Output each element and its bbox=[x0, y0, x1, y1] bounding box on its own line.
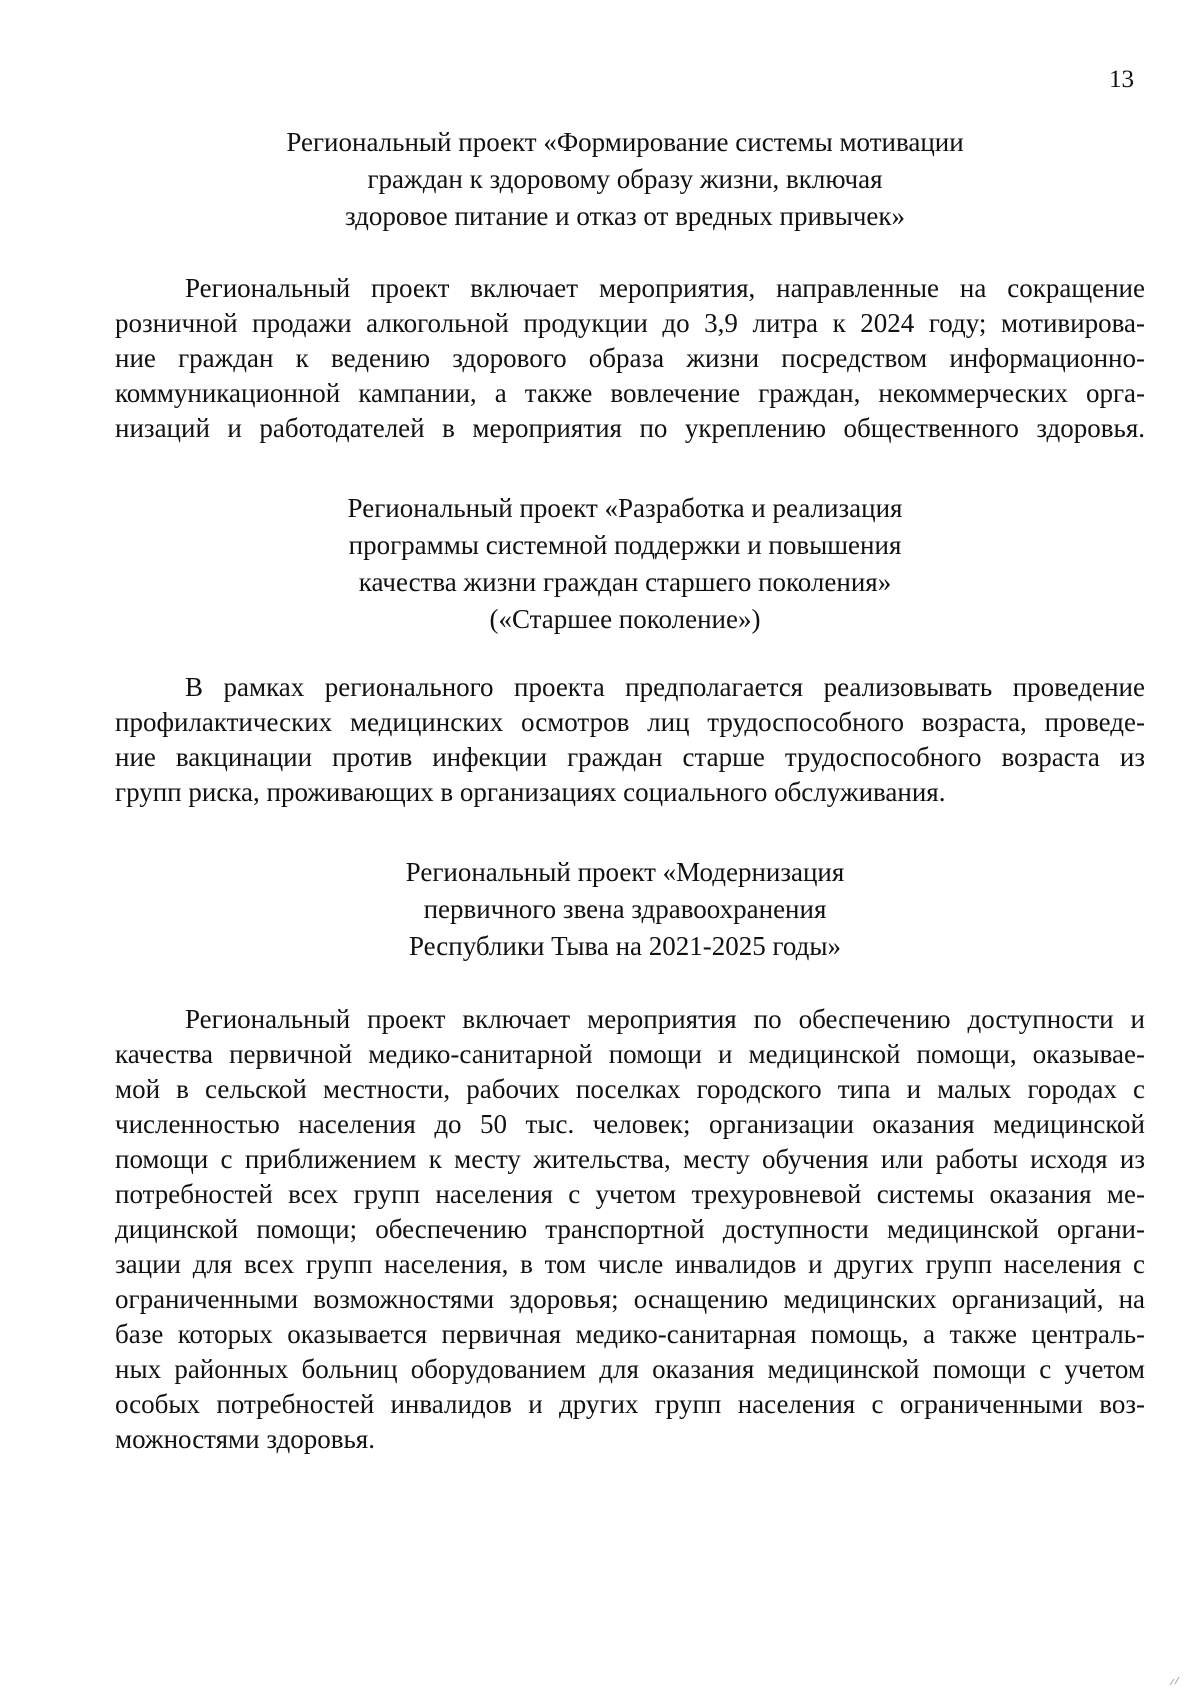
section-paragraph-primary-care bbox=[115, 1002, 1145, 1457]
heading-line: качества жизни граждан старшего поколения» bbox=[358, 567, 892, 597]
heading-line: Региональный проект «Формирование системы мотивации bbox=[286, 127, 964, 157]
heading-line: («Старшее поколение») bbox=[489, 604, 761, 634]
heading-line: граждан к здоровому образу жизни, включая bbox=[367, 164, 883, 194]
scan-artifact-mark bbox=[1168, 1675, 1182, 1687]
heading-line: Региональный проект «Разработка и реализация bbox=[347, 493, 903, 523]
paragraph-line: розничной продажи алкогольной продукции до 3,9 литра к 2024 году; мотивирова- bbox=[115, 308, 1145, 338]
paragraph-line: В рамках регионального проекта предполагается реализовывать проведение bbox=[185, 672, 1145, 702]
paragraph-line: качества первичной медико-санитарной помощи и медицинской помощи, оказывае- bbox=[115, 1039, 1145, 1069]
paragraph-line: профилактических медицинских осмотров лиц трудоспособного возраста, проведе- bbox=[115, 707, 1145, 737]
paragraph-line: базе которых оказывается первичная медико-санитарная помощь, а также централь- bbox=[115, 1319, 1145, 1349]
paragraph-line: зации для всех групп населения, в том числе инвалидов и других групп населения с bbox=[115, 1249, 1145, 1279]
section-heading-older-generation bbox=[110, 490, 1140, 638]
paragraph-line: можностями здоровья. bbox=[115, 1424, 375, 1454]
section-paragraph-older-generation bbox=[115, 670, 1145, 810]
paragraph-line: коммуникационной кампании, а также вовлечение граждан, некоммерческих орга- bbox=[115, 378, 1145, 408]
heading-line: первичного звена здравоохранения bbox=[423, 894, 827, 924]
section-heading-healthy-lifestyle bbox=[110, 124, 1140, 235]
paragraph-line: ние вакцинации против инфекции граждан старше трудоспособного возраста из bbox=[115, 742, 1145, 772]
section-heading-primary-care bbox=[110, 854, 1140, 965]
heading-line: Региональный проект «Модернизация bbox=[405, 857, 845, 887]
paragraph-line: численностью населения до 50 тыс. человек; организации оказания медицинской bbox=[115, 1109, 1145, 1139]
paragraph-line: Региональный проект включает мероприятия по обеспечению доступности и bbox=[185, 1004, 1145, 1034]
paragraph-line: ограниченными возможностями здоровья; оснащению медицинских организаций, на bbox=[115, 1284, 1145, 1314]
paragraph-line: помощи с приближением к месту жительства, месту обучения или работы исходя из bbox=[115, 1144, 1145, 1174]
section-paragraph-healthy-lifestyle bbox=[115, 271, 1145, 446]
page-number: 13 bbox=[1109, 66, 1134, 93]
paragraph-line: Региональный проект включает мероприятия, направленные на сокращение bbox=[185, 273, 1145, 303]
paragraph-line: особых потребностей инвалидов и других групп населения с ограниченными воз- bbox=[115, 1389, 1145, 1419]
paragraph-line: потребностей всех групп населения с учетом трехуровневой системы оказания ме- bbox=[115, 1179, 1145, 1209]
paragraph-line: ние граждан к ведению здорового образа жизни посредством информационно- bbox=[115, 343, 1145, 373]
paragraph-line: ных районных больниц оборудованием для оказания медицинской помощи с учетом bbox=[115, 1354, 1145, 1384]
paragraph-line: дицинской помощи; обеспечению транспортной доступности медицинской органи- bbox=[115, 1214, 1145, 1244]
heading-line: здоровое питание и отказ от вредных привычек» bbox=[344, 201, 906, 231]
heading-line: Республики Тыва на 2021-2025 годы» bbox=[408, 931, 842, 961]
heading-line: программы системной поддержки и повышения bbox=[348, 530, 902, 560]
paragraph-line: низаций и работодателей в мероприятия по укреплению общественного здоровья. bbox=[115, 413, 1145, 443]
paragraph-line: групп риска, проживающих в организациях социального обслуживания. bbox=[115, 777, 946, 807]
paragraph-line: мой в сельской местности, рабочих поселках городского типа и малых городах с bbox=[115, 1074, 1145, 1104]
